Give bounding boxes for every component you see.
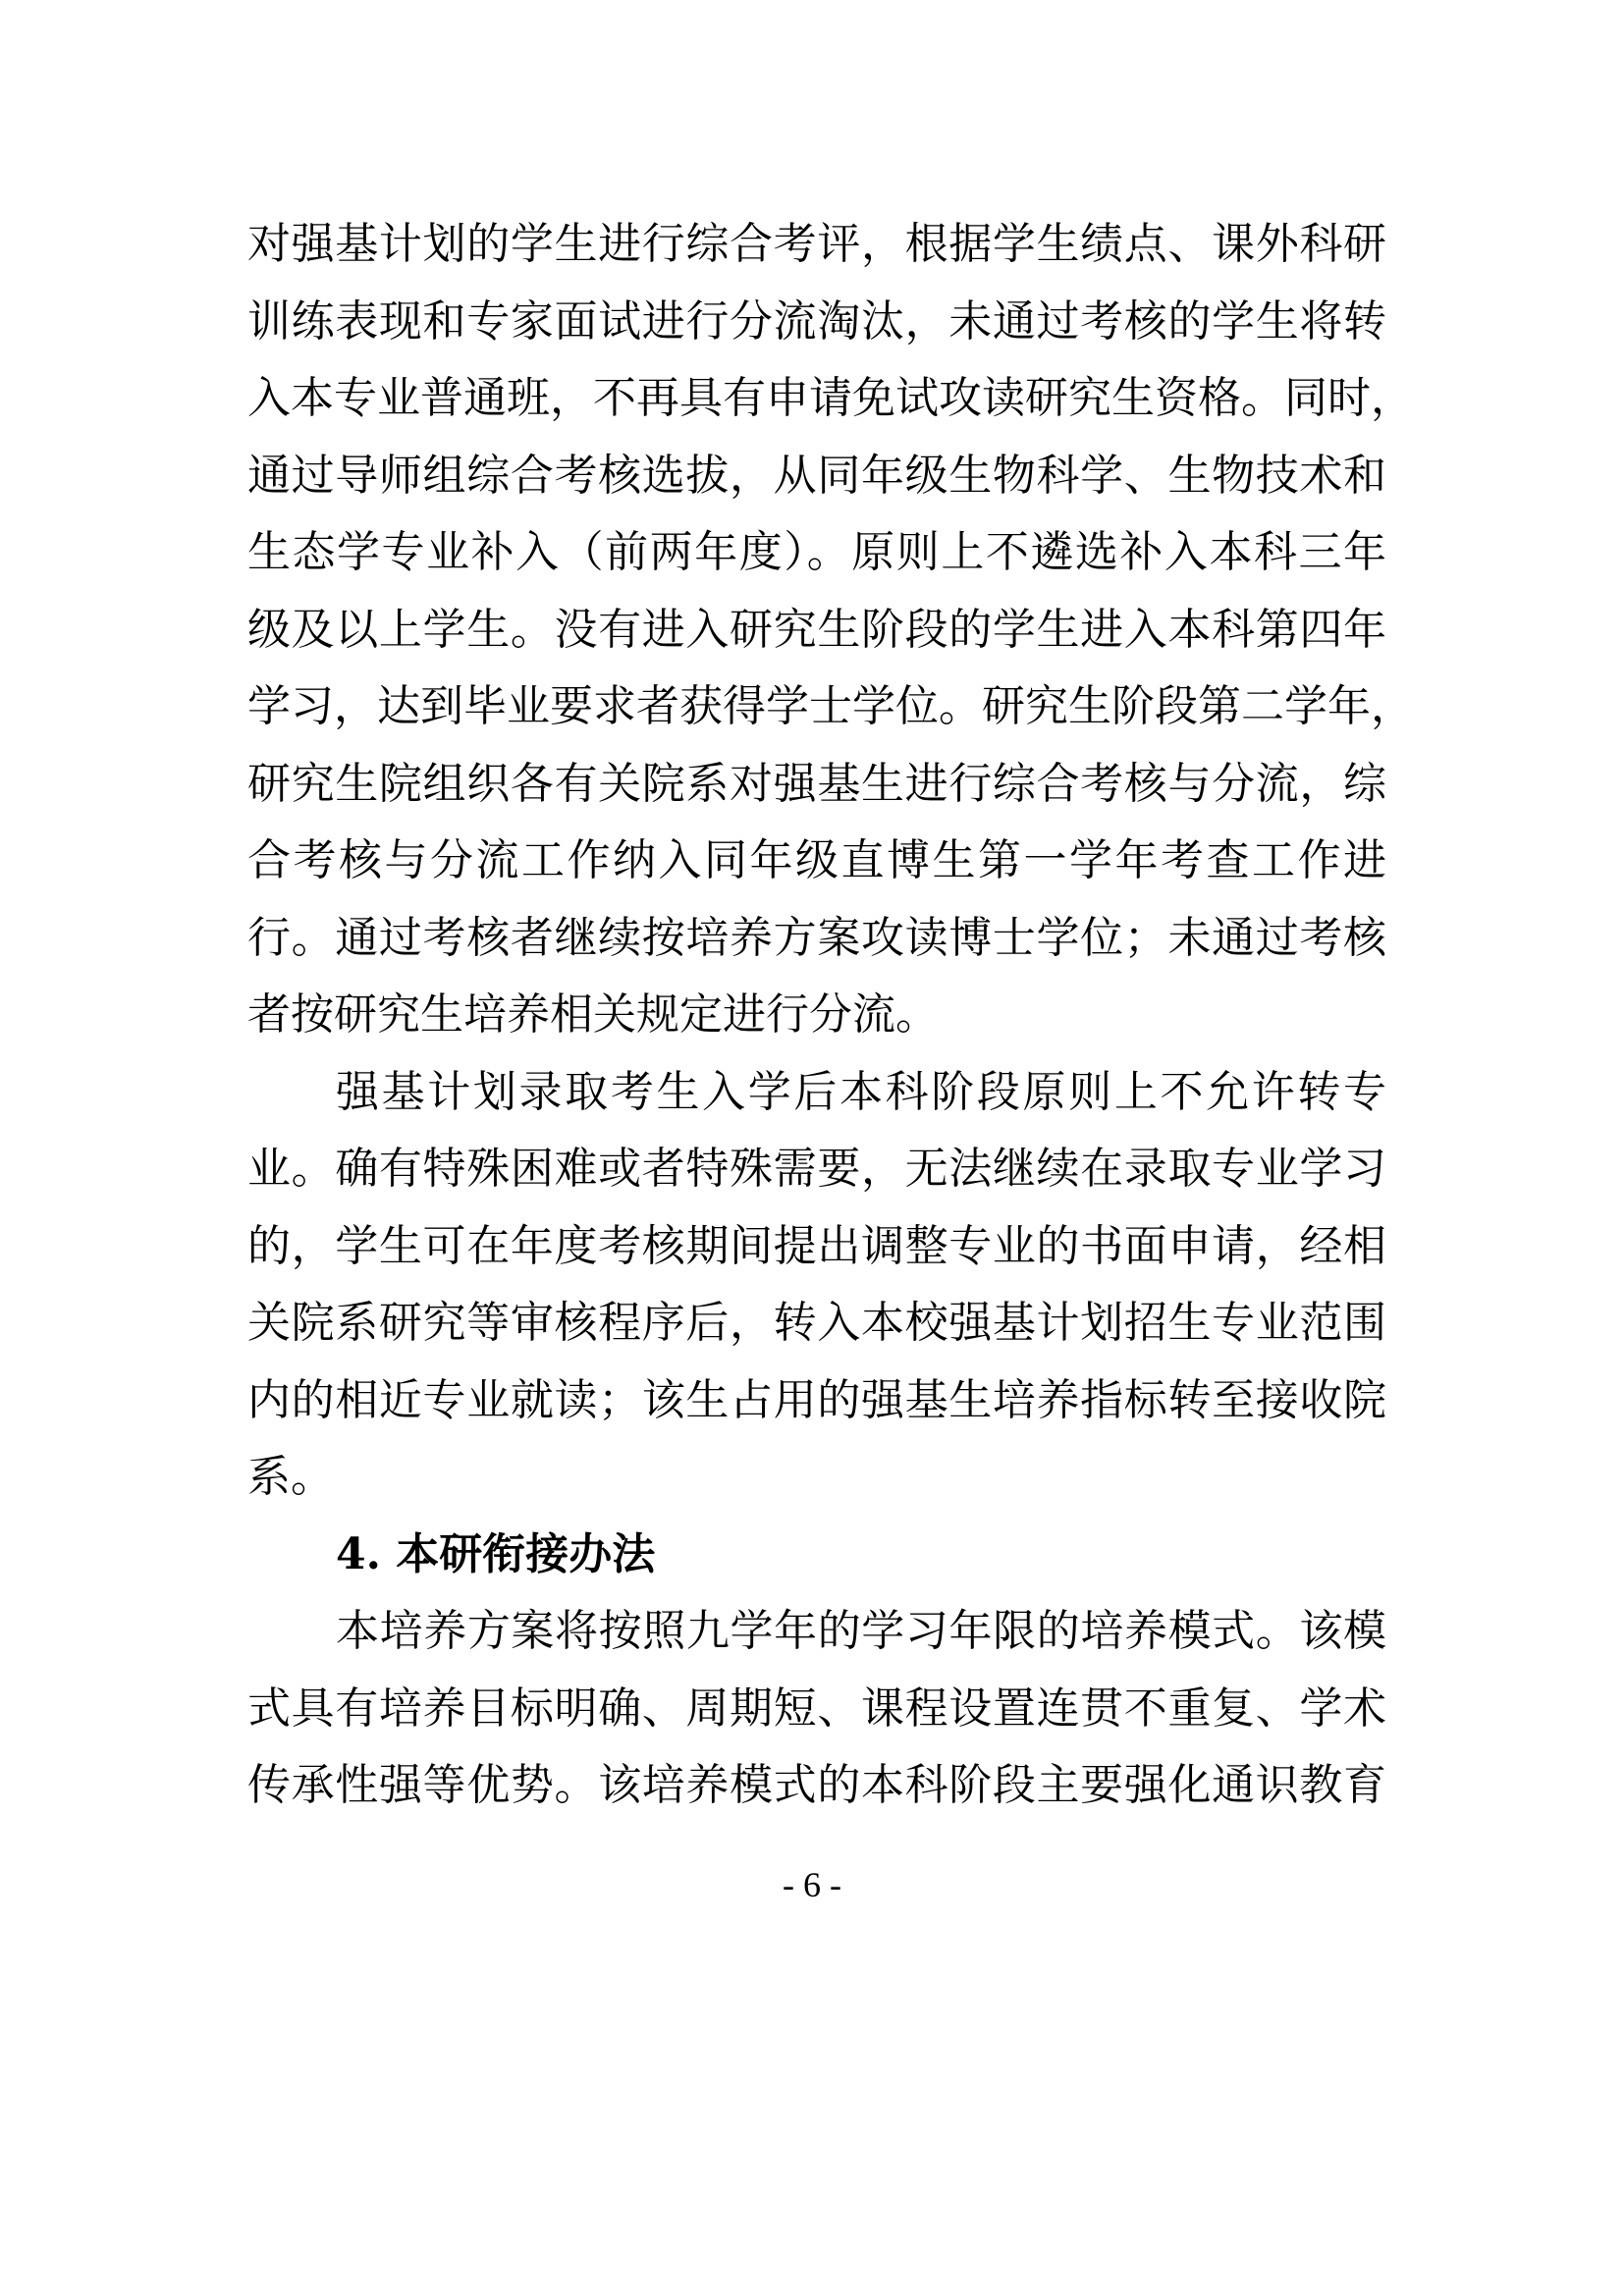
text-line: 式具有培养目标明确、周期短、课程设置连贯不重复、学术	[247, 1682, 1386, 1734]
text-line: 合考核与分流工作纳入同年级直博生第一学年考查工作进	[247, 835, 1386, 885]
text-line: 训练表现和专家面试进行分流淘汰，未通过考核的学生将转	[247, 295, 1386, 347]
text-line: 对强基计划的学生进行综合考评，根据学生绩点、课外科研	[247, 219, 1386, 269]
text-line: 系。	[247, 1452, 334, 1502]
text-line: 者按研究生培养相关规定进行分流。	[247, 989, 939, 1040]
section-heading: 4. 本研衔接办法	[336, 1528, 656, 1579]
text-line: 级及以上学生。没有进入研究生阶段的学生进入本科第四年	[247, 604, 1386, 655]
page-number: - 6 -	[783, 1865, 841, 1904]
text-line: 的，学生可在年度考核期间提出调整专业的书面申请，经相	[247, 1220, 1386, 1271]
paragraph-3	[247, 1593, 1386, 1825]
text-line: 关院系研究等审核程序后，转入本校强基计划招生专业范围	[247, 1298, 1386, 1348]
text-line: 研究生院组织各有关院系对强基生进行综合考核与分流，综	[247, 758, 1386, 809]
body-text	[247, 206, 1414, 1825]
text-line: 入本专业普通班，不再具有申请免试攻读研究生资格。同时，	[247, 373, 1414, 423]
text-line: 强基计划录取考生入学后本科阶段原则上不允许转专	[336, 1066, 1386, 1117]
text-line: 生态学专业补入（前两年度）。原则上不遴选补入本科三年	[247, 527, 1386, 577]
paragraph-1	[247, 206, 1414, 1054]
text-line: 传承性强等优势。该培养模式的本科阶段主要强化通识教育	[247, 1760, 1386, 1810]
paragraph-2	[247, 1054, 1386, 1517]
text-line: 通过导师组综合考核选拔，从同年级生物科学、生物技术和	[247, 450, 1386, 501]
text-line: 内的相近专业就读；该生占用的强基生培养指标转至接收院	[247, 1374, 1386, 1425]
text-line: 行。通过考核者继续按培养方案攻读博士学位；未通过考核	[247, 912, 1386, 963]
text-line: 学习，达到毕业要求者获得学士学位。研究生阶段第二学年，	[247, 681, 1414, 731]
text-line: 业。确有特殊困难或者特殊需要，无法继续在录取专业学习	[247, 1144, 1386, 1194]
text-line: 本培养方案将按照九学年的学习年限的培养模式。该模	[336, 1606, 1386, 1656]
